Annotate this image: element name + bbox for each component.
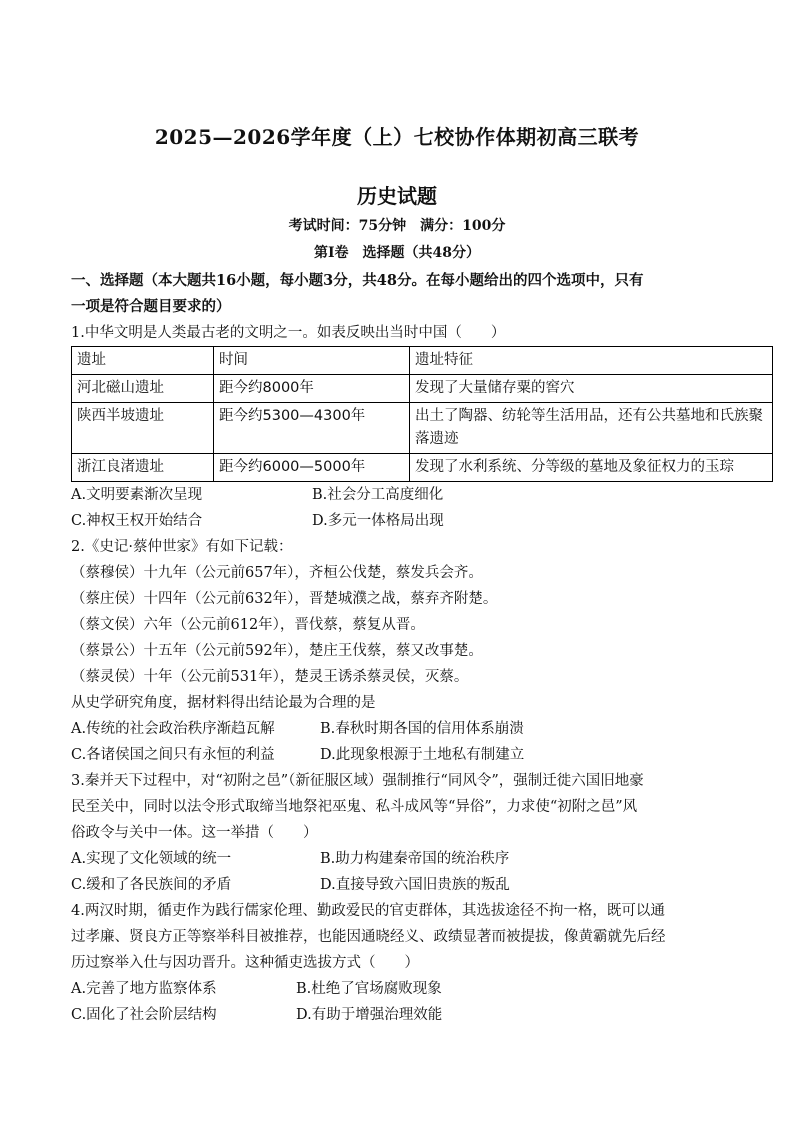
volume-heading: 第Ⅰ卷 选择题（共48分）	[313, 245, 481, 261]
q4-stem-line: 历过察举入仕与因功晋升。这种循吏选拔方式（ ）	[71, 955, 419, 971]
table-header-cell: 遗址特征	[410, 347, 773, 375]
q4-option-b[interactable]: B.杜绝了官场腐败现象	[296, 981, 442, 997]
table-header-cell: 遗址	[72, 347, 214, 375]
table-cell: 浙江良渚遗址	[72, 454, 214, 482]
table-row	[72, 375, 773, 403]
q3-option-d[interactable]: D.直接导致六国旧贵族的叛乱	[320, 877, 510, 893]
q2-option-c[interactable]: C.各诸侯国之间只有永恒的利益	[71, 747, 275, 763]
table-cell: 发现了大量储存粟的窖穴	[410, 375, 773, 403]
q2-option-a[interactable]: A.传统的社会政治秩序渐趋瓦解	[71, 721, 275, 737]
q1-table	[71, 346, 773, 482]
table-cell: 距今约6000—5000年	[214, 454, 410, 482]
q3-stem-line: 3.秦并天下过程中，对“初附之邑”（新征服区域）强制推行“同风令”，强制迁徙六国旧地豪	[71, 773, 644, 789]
q2-question: 从史学研究角度，据材料得出结论最为合理的是	[71, 695, 376, 711]
q2-record: （蔡庄侯）十四年（公元前632年），晋楚城濮之战，蔡弃齐附楚。	[71, 591, 498, 607]
table-row	[72, 403, 773, 454]
exam-title: 2025—2026学年度（上）七校协作体期初高三联考	[154, 125, 640, 149]
q2-option-d[interactable]: D.此现象根源于土地私有制建立	[320, 747, 525, 763]
section-instruction-line1: 一、选择题（本大题共16小题，每小题3分，共48分。在每小题给出的四个选项中，只有	[71, 272, 644, 289]
table-header-cell: 时间	[214, 347, 410, 375]
table-cell: 发现了水利系统、分等级的墓地及象征权力的玉琮	[410, 454, 773, 482]
table-cell: 距今约5300—4300年	[214, 403, 410, 454]
table-cell: 距今约8000年	[214, 375, 410, 403]
q3-stem-line: 俗政令与关中一体。这一举措（ ）	[71, 825, 318, 841]
q2-record: （蔡景公）十五年（公元前592年），楚庄王伐蔡，蔡又改事楚。	[71, 643, 483, 659]
q2-option-b[interactable]: B.春秋时期各国的信用体系崩溃	[320, 721, 524, 737]
section-instruction-line2: 一项是符合题目要求的）	[71, 298, 231, 315]
q2-stem: 2.《史记·蔡仲世家》有如下记载：	[71, 539, 293, 555]
subject-title: 历史试题	[357, 184, 437, 208]
q4-stem-line: 过孝廉、贤良方正等察举科目被推荐，也能因通晓经义、政绩显著而被提拔，像黄霸就先后经	[71, 929, 666, 945]
q2-record: （蔡文侯）六年（公元前612年），晋伐蔡，蔡复从晋。	[71, 617, 425, 633]
q1-option-a[interactable]: A.文明要素渐次呈现	[71, 487, 203, 503]
q1-stem: 1.中华文明是人类最古老的文明之一。如表反映出当时中国（ ）	[71, 325, 506, 341]
table-cell: 陕西半坡遗址	[72, 403, 214, 454]
q3-option-b[interactable]: B.助力构建秦帝国的统治秩序	[320, 851, 510, 867]
q3-option-c[interactable]: C.缓和了各民族间的矛盾	[71, 877, 232, 893]
q4-stem-line: 4.两汉时期，循吏作为践行儒家伦理、勤政爱民的官吏群体，其选拔途径不拘一格，既可以通	[71, 903, 665, 919]
q3-stem-line: 民至关中，同时以法令形式取缔当地祭祀巫鬼、私斗成风等“异俗”，力求使“初附之邑”风	[71, 799, 638, 815]
exam-info: 考试时间：75分钟 满分：100分	[288, 218, 506, 234]
q4-option-d[interactable]: D.有助于增强治理效能	[296, 1007, 443, 1023]
table-header-row	[72, 347, 773, 375]
q1-option-c[interactable]: C.神权王权开始结合	[71, 513, 203, 529]
q1-option-d[interactable]: D.多元一体格局出现	[312, 513, 444, 529]
table-row	[72, 454, 773, 482]
q2-record: （蔡穆侯）十九年（公元前657年），齐桓公伐楚，蔡发兵会齐。	[71, 565, 483, 581]
q4-option-c[interactable]: C.固化了社会阶层结构	[71, 1007, 217, 1023]
q2-record: （蔡灵侯）十年（公元前531年），楚灵王诱杀蔡灵侯，灭蔡。	[71, 669, 469, 685]
q1-option-b[interactable]: B.社会分工高度细化	[312, 487, 444, 503]
table-cell: 出土了陶器、纺轮等生活用品，还有公共墓地和氏族聚落遗迹	[410, 403, 773, 454]
q3-option-a[interactable]: A.实现了文化领域的统一	[71, 851, 232, 867]
q4-option-a[interactable]: A.完善了地方监察体系	[71, 981, 217, 997]
section-instruction	[71, 268, 731, 320]
table-cell: 河北磁山遗址	[72, 375, 214, 403]
